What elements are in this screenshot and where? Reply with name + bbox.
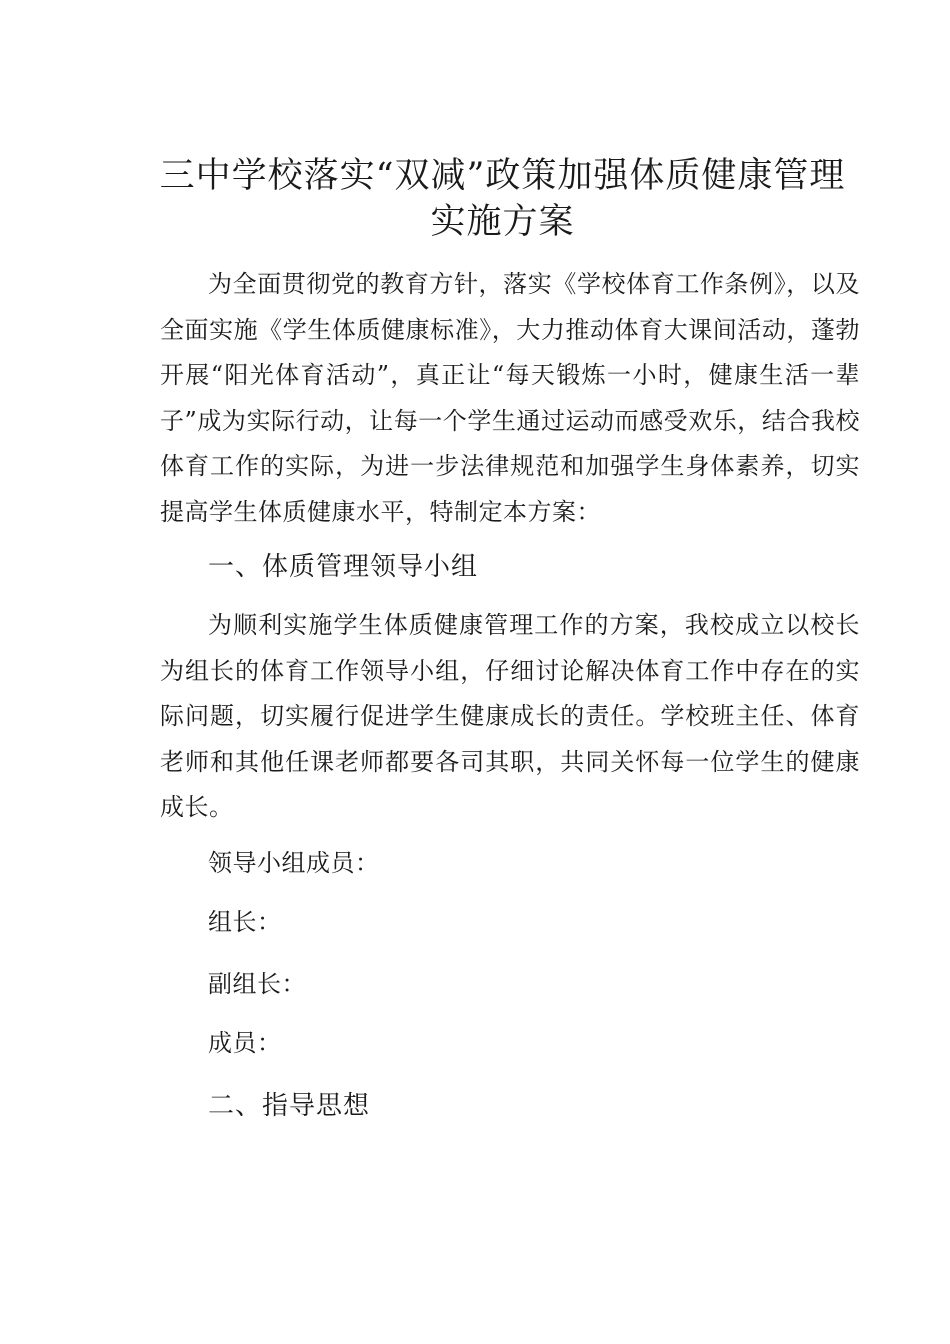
leader-label: 组长： bbox=[208, 908, 282, 936]
members-label: 领导小组成员： bbox=[208, 849, 380, 877]
intro-paragraph: 为全面贯彻党的教育方针，落实《学校体育工作条例》，以及全面实施《学生体质健康标准》，大力推动体育大课间活动，蓬勃开展“阳光体育活动”，真正让“每天锻炼一小时，健康生活一辈子”成为实际行动，让每一个学生通过运动而感受欢乐，结合我校体育工作的实际，为进一步法律规范和加强学生身体素养，切实提高学生体质健康水平，特制定本方案： bbox=[160, 270, 860, 526]
document-title-line1: 三中学校落实“双减”政策加强体质健康管理 bbox=[159, 156, 846, 196]
section1-heading: 一、体质管理领导小组 bbox=[208, 552, 479, 582]
member-label: 成员： bbox=[208, 1029, 282, 1057]
section1-paragraph: 为顺利实施学生体质健康管理工作的方案，我校成立以校长为组长的体育工作领导小组，仔细讨论解决体育工作中存在的实际问题，切实履行促进学生健康成长的责任。学校班主任、体育老师和其他任课老师都要各司其职，共同关怀每一位学生的健康成长。 bbox=[160, 611, 860, 821]
document-title-line2: 实施方案 bbox=[430, 202, 575, 242]
deputy-label: 副组长： bbox=[208, 970, 306, 998]
section2-heading: 二、指导思想 bbox=[208, 1091, 371, 1121]
